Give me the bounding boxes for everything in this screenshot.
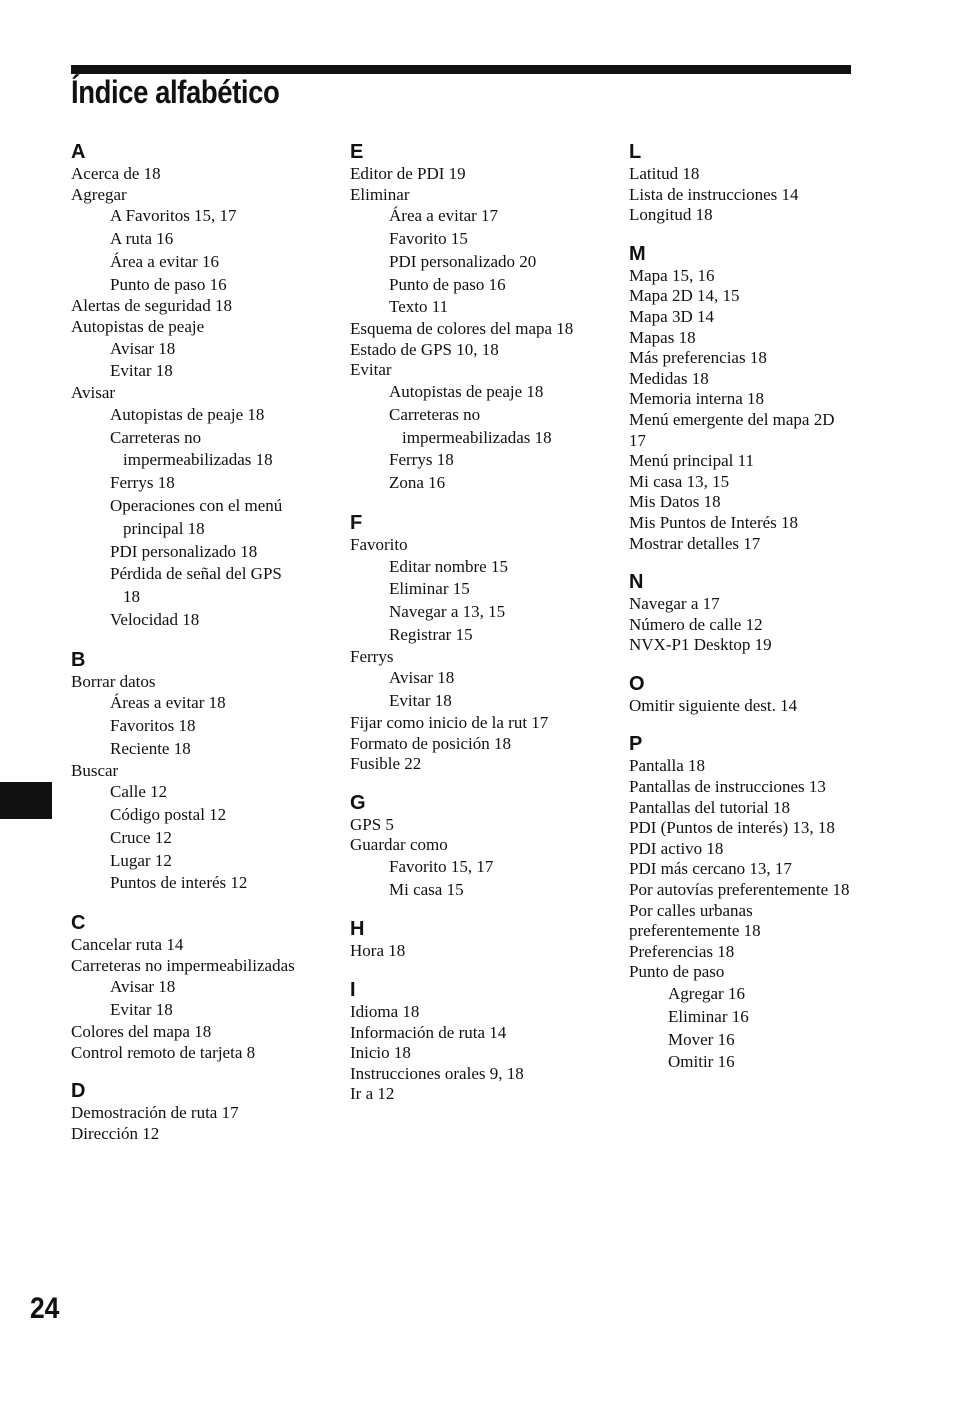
index-subentry: Punto de paso 16 xyxy=(110,274,227,294)
index-entry: PDI más cercano 13, 17 xyxy=(629,859,792,879)
index-entry: Fusible 22 xyxy=(350,754,422,774)
section-letter: H xyxy=(350,918,365,941)
index-entry: Memoria interna 18 xyxy=(629,389,765,409)
index-subentry: Avisar 18 xyxy=(389,668,455,688)
page-title: Índice alfabético xyxy=(71,74,280,110)
index-entry: Más preferencias 18 xyxy=(629,348,767,368)
index-subentry: PDI personalizado 20 xyxy=(389,251,537,271)
index-entry: Punto de paso xyxy=(629,962,725,982)
index-entry: Agregar xyxy=(71,184,127,204)
index-section-n xyxy=(629,570,889,656)
index-subentry: Eliminar 16 xyxy=(668,1006,749,1026)
index-entry: Esquema de colores del mapa 18 xyxy=(350,319,574,339)
title-rule xyxy=(71,65,851,74)
index-entry: Hora 18 xyxy=(350,941,406,961)
index-entry: Información de ruta 14 xyxy=(350,1022,507,1042)
index-entry: Carreteras no impermeabilizadas xyxy=(71,955,295,975)
index-section-l xyxy=(629,140,889,226)
index-entry: NVX-P1 Desktop 19 xyxy=(629,635,772,655)
index-subentry: Editar nombre 15 xyxy=(389,556,508,576)
index-entry: Menú principal 11 xyxy=(629,451,754,471)
index-subentry: Ferrys 18 xyxy=(110,473,175,493)
index-entry: Borrar datos xyxy=(71,671,156,691)
index-section-h xyxy=(350,917,620,962)
section-letter: P xyxy=(629,733,643,756)
index-entry: Acerca de 18 xyxy=(71,164,161,183)
index-entry: Idioma 18 xyxy=(350,1002,420,1022)
index-subentry: Punto de paso 16 xyxy=(389,274,506,294)
index-subentry: Carreteras no xyxy=(389,404,481,424)
index-entry: Editor de PDI 19 xyxy=(350,164,466,183)
index-subentry: A ruta 16 xyxy=(110,228,174,248)
index-entry: Avisar xyxy=(71,383,116,403)
index-column-3 xyxy=(629,140,889,1090)
section-letter: A xyxy=(71,141,86,163)
index-entry: Mapa 2D 14, 15 xyxy=(629,286,740,306)
index-subentry: Velocidad 18 xyxy=(110,609,200,629)
index-entry: PDI activo 18 xyxy=(629,838,724,858)
index-entry: Fijar como inicio de la rut 17 xyxy=(350,712,549,732)
index-section-f xyxy=(350,511,620,775)
section-letter: E xyxy=(350,141,364,163)
index-entry: Mi casa 13, 15 xyxy=(629,471,730,491)
index-subentry: Área a evitar 16 xyxy=(110,251,220,271)
index-entry: Control remoto de tarjeta 8 xyxy=(71,1042,256,1062)
index-entry: Eliminar xyxy=(350,184,410,204)
section-tab-marker xyxy=(0,782,52,819)
index-section-a xyxy=(71,140,341,632)
index-subentry: Evitar 18 xyxy=(110,361,173,381)
page-number: 24 xyxy=(30,1292,60,1325)
index-subentry: Favorito 15 xyxy=(389,228,468,248)
index-entry: Pantallas de instrucciones 13 xyxy=(629,777,826,797)
index-subentry: Avisar 18 xyxy=(110,338,176,358)
index-section-p xyxy=(629,732,889,1074)
index-entry: Lista de instrucciones 14 xyxy=(629,184,799,204)
index-subentry: Registrar 15 xyxy=(389,624,473,644)
index-entry: Favorito xyxy=(350,534,408,554)
section-letter: O xyxy=(629,672,645,695)
index-section-d xyxy=(71,1079,341,1144)
index-entry-continuation: impermeabilizadas 18 xyxy=(402,427,552,447)
index-entry: Inicio 18 xyxy=(350,1043,411,1063)
index-entry: preferentemente 18 xyxy=(629,921,761,941)
index-entry: Cancelar ruta 14 xyxy=(71,935,184,955)
index-entry: Mostrar detalles 17 xyxy=(629,533,761,553)
index-subentry: Área a evitar 17 xyxy=(389,206,499,226)
index-subentry: Operaciones con el menú xyxy=(110,495,283,515)
index-entry: Mapa 15, 16 xyxy=(629,265,715,285)
index-subentry: Código postal 12 xyxy=(110,805,227,825)
index-subentry: Navegar a 13, 15 xyxy=(389,602,506,622)
index-subentry: Autopistas de peaje 18 xyxy=(110,404,265,424)
section-letter: I xyxy=(350,979,356,1002)
index-entry: Por calles urbanas xyxy=(629,900,753,920)
index-subentry: Evitar 18 xyxy=(110,1000,173,1020)
section-letter: G xyxy=(350,791,366,814)
index-subentry: Áreas a evitar 18 xyxy=(110,693,226,713)
index-entry: Demostración de ruta 17 xyxy=(71,1103,239,1123)
index-entry: Longitud 18 xyxy=(629,205,713,225)
index-subentry: Lugar 12 xyxy=(110,850,172,870)
index-entry: Buscar xyxy=(71,760,119,780)
index-entry: Formato de posición 18 xyxy=(350,733,512,753)
index-section-b xyxy=(71,648,341,896)
index-section-g xyxy=(350,791,620,902)
index-subentry: Calle 12 xyxy=(110,782,168,802)
index-entry: Pantalla 18 xyxy=(629,756,706,776)
index-entry: Pantallas del tutorial 18 xyxy=(629,797,790,817)
index-entry: Menú emergente del mapa 2D xyxy=(629,409,835,429)
index-entry-continuation: impermeabilizadas 18 xyxy=(123,450,273,470)
index-entry: Alertas de seguridad 18 xyxy=(71,296,232,316)
index-subentry: Agregar 16 xyxy=(668,984,745,1003)
section-letter: F xyxy=(350,511,363,534)
index-entry: Preferencias 18 xyxy=(629,941,735,961)
index-entry: Colores del mapa 18 xyxy=(71,1022,212,1042)
index-entry: Medidas 18 xyxy=(629,368,709,388)
index-subentry: Favoritos 18 xyxy=(110,716,196,736)
index-section-o xyxy=(629,672,889,717)
index-subentry: Favorito 15, 17 xyxy=(389,856,494,876)
index-entry: Ferrys xyxy=(350,646,394,666)
index-subentry: Autopistas de peaje 18 xyxy=(389,381,544,401)
index-subentry: Texto 11 xyxy=(389,297,449,317)
index-column-1 xyxy=(71,140,341,1160)
index-entry: Autopistas de peaje xyxy=(71,316,205,336)
index-entry: Número de calle 12 xyxy=(629,614,763,634)
index-subentry: Zona 16 xyxy=(389,473,446,493)
index-subentry: Pérdida de señal del GPS xyxy=(110,564,282,584)
index-entry: PDI (Puntos de interés) 13, 18 xyxy=(629,818,835,838)
index-subentry: Cruce 12 xyxy=(110,827,172,847)
index-subentry: Carreteras no xyxy=(110,427,202,447)
index-section-m xyxy=(629,242,889,554)
index-subentry: Reciente 18 xyxy=(110,738,191,758)
index-entry: Mis Datos 18 xyxy=(629,492,721,512)
index-subentry: Avisar 18 xyxy=(110,977,176,997)
index-subentry: Evitar 18 xyxy=(389,691,452,711)
index-section-c xyxy=(71,911,341,1063)
index-section-i xyxy=(350,978,620,1105)
index-subentry: A Favoritos 15, 17 xyxy=(110,206,237,226)
section-letter: L xyxy=(629,141,642,163)
index-section-e xyxy=(350,140,620,495)
index-entry: Por autovías preferentemente 18 xyxy=(629,880,850,900)
index-entry: Evitar xyxy=(350,360,392,380)
index-entry: Estado de GPS 10, 18 xyxy=(350,339,499,359)
index-entry: Navegar a 17 xyxy=(629,594,720,614)
index-entry-continuation: principal 18 xyxy=(123,518,205,538)
index-subentry: Puntos de interés 12 xyxy=(110,873,248,893)
index-entry-continuation: 18 xyxy=(123,587,140,607)
index-entry: Mapas 18 xyxy=(629,327,696,347)
index-entry: GPS 5 xyxy=(350,814,394,834)
index-subentry: PDI personalizado 18 xyxy=(110,541,258,561)
index-entry: Latitud 18 xyxy=(629,164,700,183)
index-entry: Ir a 12 xyxy=(350,1084,395,1104)
index-subentry: Ferrys 18 xyxy=(389,450,454,470)
index-entry: Guardar como xyxy=(350,835,448,855)
index-subentry: Mover 16 xyxy=(668,1029,735,1049)
index-entry: Omitir siguiente dest. 14 xyxy=(629,695,798,715)
section-letter: N xyxy=(629,571,644,594)
index-subentry: Omitir 16 xyxy=(668,1052,735,1072)
index-entry: Mis Puntos de Interés 18 xyxy=(629,512,799,532)
index-subentry: Eliminar 15 xyxy=(389,579,470,599)
index-entry: Instrucciones orales 9, 18 xyxy=(350,1063,524,1083)
section-letter: D xyxy=(71,1080,86,1103)
index-entry: Dirección 12 xyxy=(71,1123,160,1143)
section-letter: M xyxy=(629,242,646,265)
index-entry: 17 xyxy=(629,430,646,450)
index-subentry: Mi casa 15 xyxy=(389,879,464,899)
section-letter: C xyxy=(71,912,86,935)
index-column-2 xyxy=(350,140,620,1121)
index-entry: Mapa 3D 14 xyxy=(629,306,714,326)
section-letter: B xyxy=(71,648,86,671)
